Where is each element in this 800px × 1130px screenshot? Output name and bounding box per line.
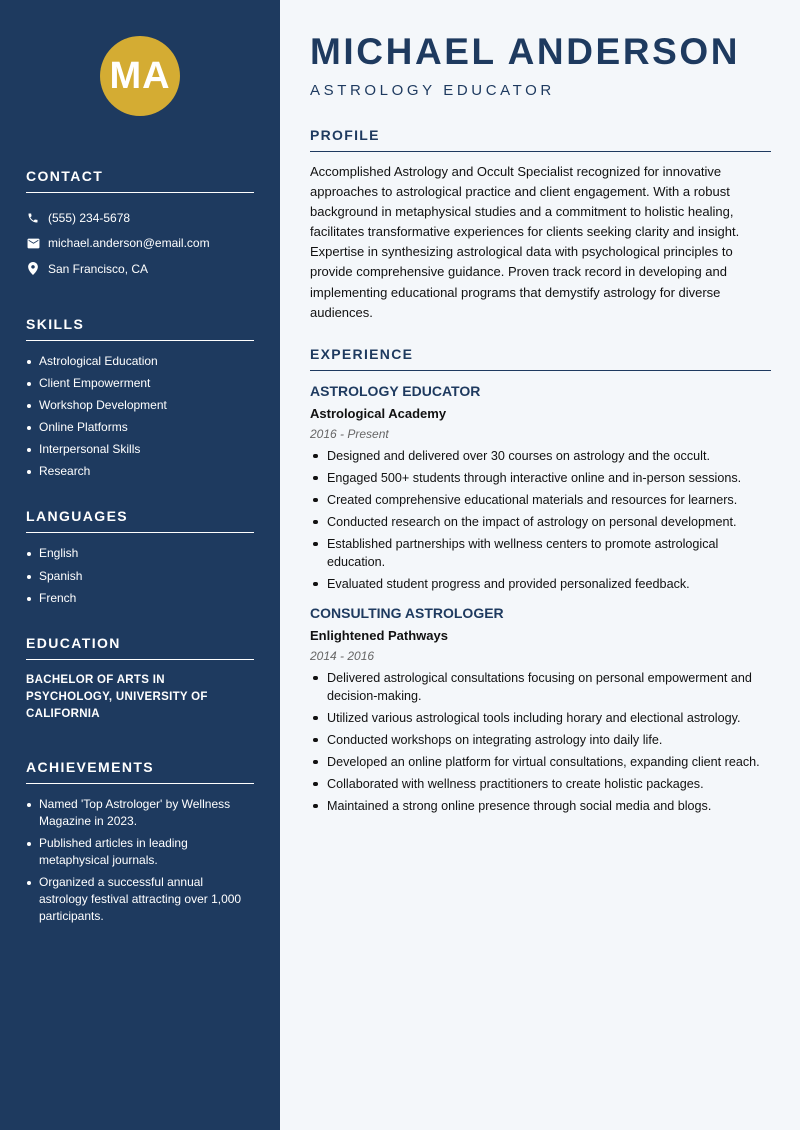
candidate-name: MICHAEL ANDERSON [310, 31, 741, 72]
language-item: Spanish [26, 568, 254, 585]
job-bullet: Conducted workshops on integrating astrology into daily life. [310, 731, 771, 749]
sidebar [0, 0, 280, 1130]
job-dates: 2014 - 2016 [310, 648, 375, 663]
languages-heading: LANGUAGES [26, 508, 254, 533]
achievements-list [26, 796, 254, 925]
language-item: English [26, 545, 254, 562]
skill-item: Workshop Development [26, 397, 254, 414]
job-entry [310, 383, 771, 593]
skill-item: Interpersonal Skills [26, 441, 254, 458]
experience-heading: EXPERIENCE [310, 346, 771, 371]
education-heading: EDUCATION [26, 635, 254, 660]
job-bullet: Utilized various astrological tools including horary and electional astrology. [310, 709, 771, 727]
contact-phone-text: (555) 234-5678 [48, 210, 131, 225]
contact-section [26, 168, 254, 282]
location-pin-icon [26, 262, 40, 276]
job-title: ASTROLOGY EDUCATOR [310, 382, 481, 399]
phone-icon [26, 211, 40, 225]
candidate-title: ASTROLOGY EDUCATOR [310, 82, 555, 99]
education-section [26, 635, 254, 723]
languages-list [26, 545, 254, 606]
skills-heading: SKILLS [26, 316, 254, 341]
email-icon [26, 236, 40, 250]
achievements-heading: ACHIEVEMENTS [26, 759, 254, 784]
avatar: MA [100, 36, 180, 116]
job-company: Enlightened Pathways [310, 627, 448, 643]
profile-heading: PROFILE [310, 127, 771, 152]
job-bullet: Created comprehensive educational materials and resources for learners. [310, 491, 771, 509]
job-dates: 2016 - Present [310, 426, 389, 441]
contact-location-text: San Francisco, CA [48, 261, 149, 276]
job-company: Astrological Academy [310, 405, 447, 421]
contact-email [26, 231, 254, 257]
skills-section [26, 316, 254, 481]
education-degree: BACHELOR OF ARTS IN PSYCHOLOGY, UNIVERSITY OF CALIFORNIA [26, 673, 208, 720]
contact-email-text[interactable]: michael.anderson@email.com [48, 236, 210, 251]
job-bullet: Maintained a strong online presence through social media and blogs. [310, 797, 771, 815]
job-bullet: Engaged 500+ students through interactive online and in-person sessions. [310, 469, 771, 487]
experience-section [310, 346, 771, 815]
achievements-section [26, 759, 254, 925]
job-bullets [310, 447, 771, 593]
skills-list [26, 353, 254, 481]
profile-text: Accomplished Astrology and Occult Specialist recognized for innovative approaches to astrological practice and client engagement. With a robust background in metaphysical studies and a commitment to holistic healing, facilitates transformative experiences for clients seeking clarity and insight. Expertise in synthesizing astrological data with psychological principles to provide comprehensive guidance. Proven track record in developing and implementing educational programs that demystify astrology for diverse audiences. [310, 164, 740, 320]
achievement-item: Published articles in leading metaphysical journals. [26, 835, 254, 869]
job-bullet: Conducted research on the impact of astrology on personal development. [310, 513, 771, 531]
language-item: French [26, 590, 254, 607]
job-bullets [310, 669, 771, 815]
skill-item: Client Empowerment [26, 375, 254, 392]
skill-item: Research [26, 463, 254, 480]
achievement-item: Named 'Top Astrologer' by Wellness Magazine in 2023. [26, 796, 254, 830]
main-content [280, 0, 800, 1130]
job-bullet: Developed an online platform for virtual consultations, expanding client reach. [310, 753, 771, 771]
job-bullet: Evaluated student progress and provided personalized feedback. [310, 575, 771, 593]
job-entry [310, 605, 771, 815]
profile-section [310, 127, 771, 323]
job-bullet: Established partnerships with wellness centers to promote astrological education. [310, 535, 771, 571]
contact-phone [26, 205, 254, 231]
skill-item: Astrological Education [26, 353, 254, 370]
job-title: CONSULTING ASTROLOGER [310, 604, 504, 621]
skill-item: Online Platforms [26, 419, 254, 436]
job-bullet: Delivered astrological consultations focusing on personal empowerment and decision-making. [310, 669, 771, 705]
contact-heading: CONTACT [26, 168, 254, 193]
achievement-item: Organized a successful annual astrology festival attracting over 1,000 participants. [26, 874, 254, 925]
job-bullet: Designed and delivered over 30 courses on astrology and the occult. [310, 447, 771, 465]
contact-location [26, 256, 254, 282]
job-bullet: Collaborated with wellness practitioners to create holistic packages. [310, 775, 771, 793]
languages-section [26, 508, 254, 606]
